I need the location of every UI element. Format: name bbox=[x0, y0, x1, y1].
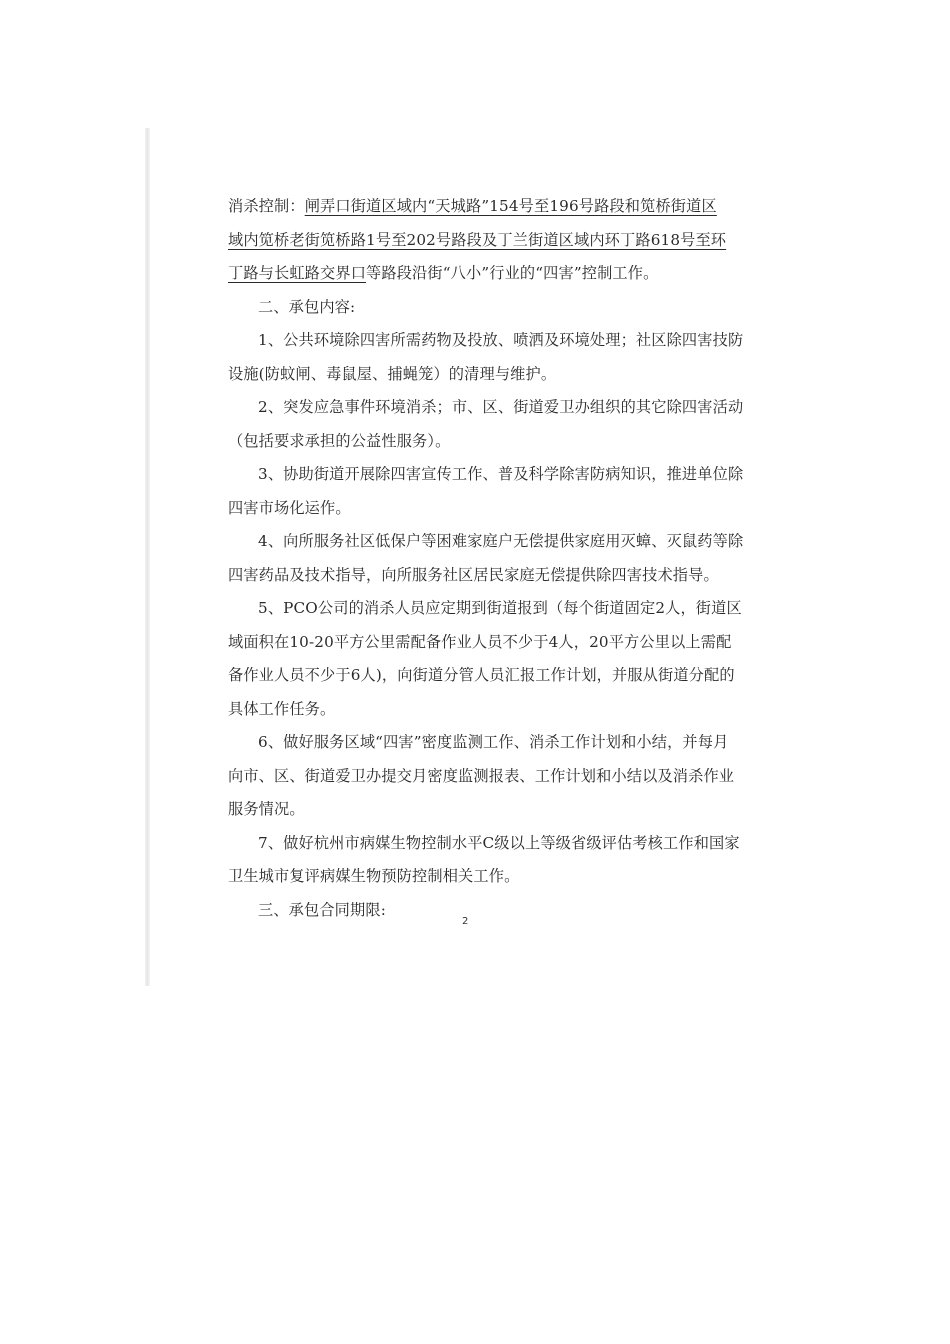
text-segment: 备作业人员不少于6人)，向街道分管人员汇报工作计划，并服从街道分配的 bbox=[228, 666, 735, 684]
text-line bbox=[228, 391, 744, 425]
text-line bbox=[228, 324, 744, 358]
text-line bbox=[228, 358, 708, 392]
text-segment: 卫生城市复评病媒生物预防控制相关工作。 bbox=[228, 867, 520, 885]
text-line bbox=[228, 693, 708, 727]
text-segment: 6、做好服务区域“四害”密度监测工作、消杀工作计划和小结，并每月 bbox=[258, 733, 729, 751]
text-segment: 四害药品及技术指导，向所服务社区居民家庭无偿提供除四害技术指导。 bbox=[228, 565, 719, 584]
text-line bbox=[228, 492, 708, 526]
underlined-text: 闸弄口街道区域内“天城路”154号至196号路段和笕桥街道区 bbox=[304, 197, 717, 215]
text-line bbox=[228, 291, 708, 325]
text-line bbox=[228, 190, 717, 224]
text-line bbox=[228, 224, 727, 258]
text-line bbox=[228, 726, 729, 760]
text-segment: 三、承包合同期限: bbox=[258, 900, 386, 919]
text-segment: 1、公共环境除四害所需药物及投放、喷洒及环境处理；社区除四害技防 bbox=[258, 331, 744, 349]
scan-edge-shadow bbox=[145, 128, 150, 986]
text-line bbox=[228, 827, 740, 861]
text-line bbox=[228, 257, 708, 291]
text-segment: 具体工作任务。 bbox=[228, 699, 336, 718]
text-segment: 4、向所服务社区低保户等困难家庭户无偿提供家庭用灭蟑、灭鼠药等除 bbox=[258, 532, 744, 550]
text-segment: 消杀控制： bbox=[228, 197, 305, 215]
text-line bbox=[228, 559, 719, 593]
text-segment: 等路段沿街“八小”行业的“四害”控制工作。 bbox=[366, 264, 659, 282]
text-line bbox=[228, 592, 742, 626]
text-segment: 2、突发应急事件环境消杀；市、区、街道爱卫办组织的其它除四害活动 bbox=[258, 398, 744, 416]
text-segment: 四害市场化运作。 bbox=[228, 498, 351, 517]
text-line bbox=[228, 760, 735, 794]
text-segment: 设施(防蚊闸、毒鼠屋、捕蝇笼）的清理与维护。 bbox=[228, 364, 557, 383]
page-number: 2 bbox=[462, 916, 469, 927]
text-line bbox=[228, 626, 732, 660]
underlined-text: 丁路与长虹路交界口 bbox=[228, 264, 367, 282]
text-segment: 域面积在10-20平方公里需配备作业人员不少于4人，20平方公里以上需配 bbox=[228, 632, 732, 651]
text-segment: 向市、区、街道爱卫办提交月密度监测报表、工作计划和小结以及消杀作业 bbox=[228, 766, 735, 785]
text-segment: 5、PCO公司的消杀人员应定期到街道报到（每个街道固定2人，街道区 bbox=[258, 599, 742, 617]
text-line bbox=[228, 860, 708, 894]
underlined-text: 域内笕桥老街笕桥路1号至202号路段及丁兰街道区域内环丁路618号至环 bbox=[228, 230, 727, 249]
text-segment: 二、承包内容: bbox=[258, 297, 356, 316]
document-page bbox=[228, 190, 744, 927]
text-line bbox=[228, 659, 735, 693]
text-segment: （包括要求承担的公益性服务）。 bbox=[228, 431, 451, 450]
text-line bbox=[228, 525, 744, 559]
text-segment: 服务情况。 bbox=[228, 800, 305, 818]
text-line bbox=[228, 458, 744, 492]
text-line bbox=[228, 425, 708, 459]
text-segment: 3、协助街道开展除四害宣传工作、普及科学除害防病知识，推进单位除 bbox=[258, 465, 744, 483]
text-segment: 7、做好杭州市病媒生物控制水平C级以上等级省级评估考核工作和国家 bbox=[258, 833, 740, 852]
text-line bbox=[228, 793, 708, 827]
